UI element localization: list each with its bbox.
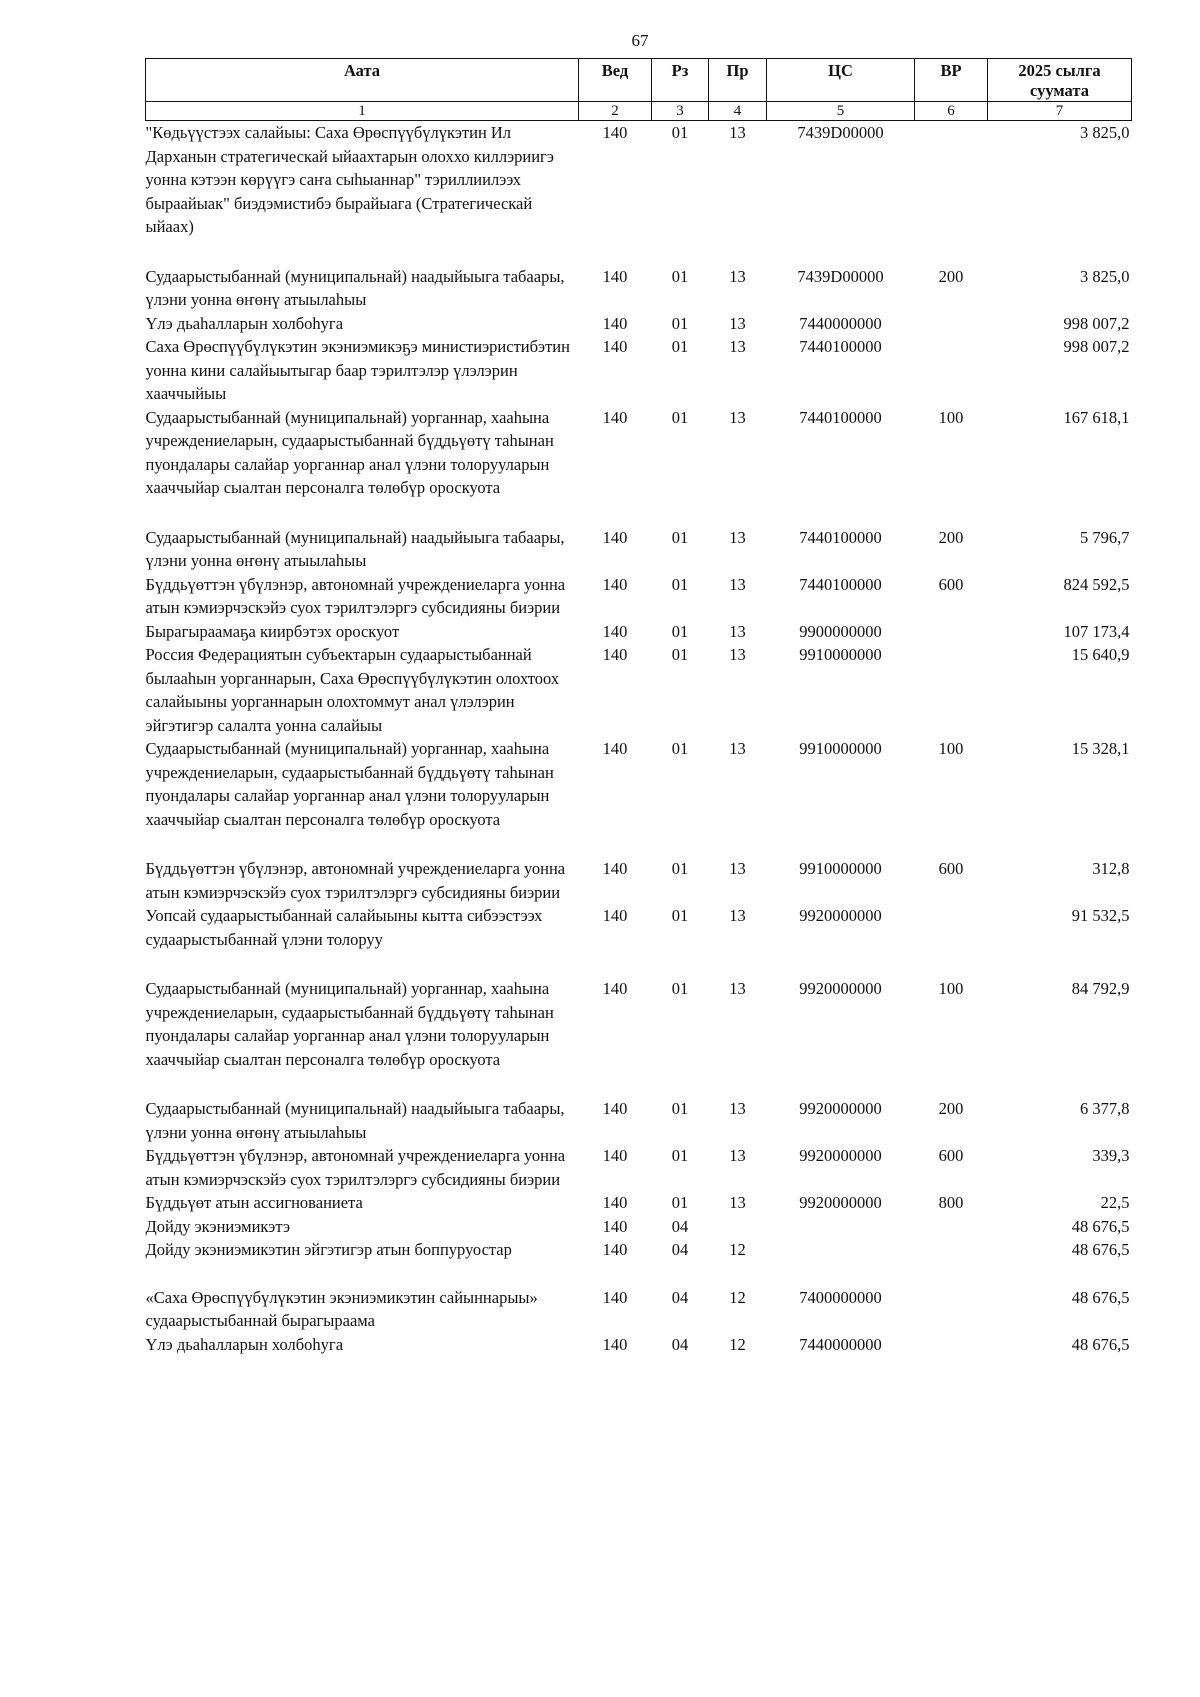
column-number: 4 <box>709 102 767 121</box>
table-row <box>146 335 1132 406</box>
row-cs: 9920000000 <box>799 906 882 925</box>
header-cs: ЦС <box>767 59 915 102</box>
row-cs: 9910000000 <box>799 645 882 664</box>
table-row <box>146 643 1132 737</box>
row-vr: 100 <box>938 407 964 427</box>
row-sum: 312,8 <box>1092 859 1130 878</box>
row-name: Судаарыстыбаннай (муниципальнай) наадыйыыга табаары, үлэни уонна өҥөнү атыылаһыы <box>145 527 565 570</box>
header-sum: 2025 сылга суумата <box>988 59 1132 102</box>
row-cs: 9920000000 <box>799 1099 882 1118</box>
row-ved: 140 <box>602 1334 628 1354</box>
row-vr <box>915 643 988 737</box>
row-name: Судаарыстыбаннай (муниципальнай) уорганнар, хааһына учреждениеларын, судаарыстыбаннай бүддьүөтү таһынан пуондалары салайар уорганнар анал үлэни толорууларын хааччыйар сыалтан персоналга төлөбүр ороскуота <box>145 739 554 829</box>
row-vr <box>915 1238 988 1286</box>
row-name: Бүддьүөттэн үбүлэнэр, автономнай учреждениеларга уонна атын кэмиэрчэскэйэ суох тэрилтэлэргэ субсидияны биэрии <box>145 1146 566 1189</box>
row-pr: 13 <box>729 739 746 758</box>
table-row <box>146 1215 1132 1239</box>
row-sum: 48 676,5 <box>1071 1216 1130 1236</box>
row-vr <box>915 904 988 977</box>
row-ved: 140 <box>602 574 628 594</box>
row-sum: 84 792,9 <box>1071 979 1130 998</box>
header-ved: Вед <box>579 59 652 102</box>
row-rz: 01 <box>671 337 689 356</box>
row-vr <box>915 335 988 406</box>
row-ved: 140 <box>602 1240 628 1259</box>
row-rz: 04 <box>671 1216 689 1236</box>
row-vr <box>915 1215 988 1239</box>
row-cs: 7440000000 <box>799 1334 882 1354</box>
row-name: Бүддьүөттэн үбүлэнэр, автономнай учреждениеларга уонна атын кэмиэрчэскэйэ суох тэрилтэлэргэ субсидияны биэрии <box>145 574 566 617</box>
row-vr: 800 <box>938 1193 964 1212</box>
row-vr: 100 <box>938 979 964 998</box>
row-rz: 04 <box>671 1287 689 1307</box>
row-rz: 01 <box>671 1193 689 1212</box>
row-name: Судаарыстыбаннай (муниципальнай) уорганнар, хааһына учреждениеларын, судаарыстыбаннай бүддьүөтү таһынан пуондалары салайар уорганнар анал үлэни толорууларын хааччыйар сыалтан персоналга төлөбүр ороскуота <box>145 979 554 1069</box>
header-vr: ВР <box>915 59 988 102</box>
table-row <box>146 977 1132 1097</box>
row-sum: 48 676,5 <box>1071 1334 1130 1354</box>
row-rz: 01 <box>671 859 689 878</box>
table-row <box>146 312 1132 336</box>
row-name: Үлэ дьаһалларын холбоһуга <box>145 313 344 333</box>
row-sum: 22,5 <box>1100 1193 1130 1212</box>
row-vr: 200 <box>938 266 964 286</box>
row-ved: 140 <box>602 1287 628 1307</box>
header-name: Аата <box>146 59 579 102</box>
row-rz: 01 <box>671 739 689 758</box>
row-sum: 3 825,0 <box>1080 123 1130 142</box>
budget-table <box>145 58 1132 1356</box>
row-ved: 140 <box>602 407 628 427</box>
row-pr: 13 <box>729 1193 746 1212</box>
row-pr: 12 <box>729 1240 746 1259</box>
row-cs: 7440000000 <box>799 313 882 333</box>
row-pr: 12 <box>729 1287 746 1307</box>
row-name: Үлэ дьаһалларын холбоһуга <box>145 1334 344 1354</box>
row-rz: 01 <box>671 266 689 286</box>
row-rz: 01 <box>671 407 689 427</box>
table-row <box>146 1286 1132 1333</box>
table-row <box>146 1238 1132 1286</box>
row-ved: 140 <box>602 1146 628 1165</box>
row-rz: 01 <box>671 527 689 547</box>
row-cs <box>767 1215 915 1239</box>
row-name: Россия Федерациятын субъектарын судаарыстыбаннай былааһын уорганнарын, Саха Өрөспүүбүлүкэтин олохтоох салайыыны уорганнарын олохтоммут анал үлэлэрин эйгэтигэр салалта уонна салайыы <box>145 645 560 735</box>
row-vr: 200 <box>938 1099 964 1118</box>
row-cs: 7440100000 <box>799 407 882 427</box>
row-vr: 200 <box>938 527 964 547</box>
row-rz: 01 <box>671 1146 689 1165</box>
row-sum: 167 618,1 <box>1063 407 1130 427</box>
row-ved: 140 <box>602 621 628 641</box>
row-pr: 13 <box>729 1099 746 1118</box>
row-pr: 13 <box>729 337 746 356</box>
row-vr: 600 <box>938 574 964 594</box>
row-vr <box>915 620 988 644</box>
row-sum: 107 173,4 <box>1063 621 1130 641</box>
column-number-row <box>146 102 1132 121</box>
header-rz: Рз <box>652 59 709 102</box>
column-number: 1 <box>146 102 579 121</box>
row-sum: 824 592,5 <box>1063 574 1130 594</box>
row-pr: 13 <box>729 859 746 878</box>
row-pr: 13 <box>729 266 746 286</box>
row-pr: 13 <box>729 979 746 998</box>
row-vr: 600 <box>938 1146 964 1165</box>
row-ved: 140 <box>602 979 628 998</box>
row-vr <box>915 121 988 265</box>
row-name: Судаарыстыбаннай (муниципальнай) наадыйыыга табаары, үлэни уонна өҥөнү атыылаһыы <box>145 1099 565 1142</box>
row-sum: 48 676,5 <box>1071 1240 1130 1259</box>
row-rz: 01 <box>671 906 689 925</box>
row-sum: 15 640,9 <box>1071 645 1130 664</box>
row-name: Дойду экэниэмикэтин эйгэтигэр атын боппуруостар <box>145 1240 512 1259</box>
row-name: Судаарыстыбаннай (муниципальнай) наадыйыыга табаары, үлэни уонна өҥөнү атыылаһыы <box>145 266 565 309</box>
row-cs: 7440100000 <box>799 337 882 356</box>
row-rz: 01 <box>671 1099 689 1118</box>
row-sum: 91 532,5 <box>1071 906 1130 925</box>
table-row <box>146 857 1132 904</box>
row-pr: 13 <box>729 621 746 641</box>
row-ved: 140 <box>602 739 628 758</box>
page-number: 67 <box>631 31 649 50</box>
table-row <box>146 573 1132 620</box>
row-ved: 140 <box>602 313 628 333</box>
row-ved: 140 <box>602 859 628 878</box>
row-pr <box>709 1215 767 1239</box>
row-rz: 01 <box>671 574 689 594</box>
row-ved: 140 <box>602 337 628 356</box>
row-vr <box>915 312 988 336</box>
row-pr: 13 <box>729 906 746 925</box>
row-pr: 13 <box>729 527 746 547</box>
row-cs: 7440100000 <box>799 574 882 594</box>
row-pr: 13 <box>729 313 746 333</box>
row-name: Уопсай судаарыстыбаннай салайыыны кытта сибээстээх судаарыстыбаннай үлэни толоруу <box>145 906 543 949</box>
row-vr <box>915 1333 988 1357</box>
row-sum: 5 796,7 <box>1080 527 1130 547</box>
row-name: Дойду экэниэмикэтэ <box>145 1216 291 1236</box>
row-name: Саха Өрөспүүбүлүкэтин экэниэмикэҕэ министиэристибэтин уонна кини салайыытыгар баар тэрилтэлэр үлэлэрин хааччыйыы <box>145 337 570 403</box>
table-row <box>146 406 1132 526</box>
row-sum: 998 007,2 <box>1063 313 1130 333</box>
row-vr: 100 <box>938 739 964 758</box>
row-cs: 7440100000 <box>799 527 882 547</box>
table-row <box>146 1191 1132 1215</box>
row-cs: 7439D00000 <box>797 266 884 286</box>
row-rz: 04 <box>671 1334 689 1354</box>
row-cs: 9910000000 <box>799 739 882 758</box>
row-name: Бүддьүөттэн үбүлэнэр, автономнай учреждениеларга уонна атын кэмиэрчэскэйэ суох тэрилтэлэргэ субсидияны биэрии <box>145 859 566 902</box>
row-cs: 9920000000 <box>799 1193 882 1212</box>
row-cs: 7439D00000 <box>797 123 884 142</box>
row-sum: 48 676,5 <box>1071 1287 1130 1307</box>
row-cs <box>767 1238 915 1286</box>
row-sum: 6 377,8 <box>1080 1099 1130 1118</box>
row-rz: 01 <box>671 621 689 641</box>
row-ved: 140 <box>602 645 628 664</box>
row-name: "Көдьүүстээх салайыы: Саха Өрөспүүбүлүкэтин Ил Дарханын стратегическай ыйаахтарын олоххо киллэриигэ уонна кэтээн көрүүгэ саҥа сыһыаннар" тэриллиилээх быраайыак" биэдэмистибэ бырайыага (Стратегическай ыйаах) <box>145 123 554 236</box>
row-rz: 01 <box>671 979 689 998</box>
table-row <box>146 265 1132 312</box>
row-ved: 140 <box>602 1193 628 1212</box>
row-name: «Саха Өрөспүүбүлүкэтин экэниэмикэтин сайыннарыы» судаарыстыбаннай бырагыраама <box>145 1287 538 1330</box>
row-vr <box>915 1286 988 1333</box>
row-name: Бүддьүөт атын ассигнованиета <box>145 1193 363 1212</box>
row-cs: 9910000000 <box>799 859 882 878</box>
row-sum: 339,3 <box>1092 1146 1130 1165</box>
row-ved: 140 <box>602 123 628 142</box>
table-row <box>146 526 1132 573</box>
row-pr: 13 <box>729 407 746 427</box>
row-name: Бырагыраамаҕа киирбэтэх ороскуот <box>145 621 400 641</box>
row-sum: 998 007,2 <box>1063 337 1130 356</box>
row-pr: 13 <box>729 123 746 142</box>
row-ved: 140 <box>602 266 628 286</box>
row-ved: 140 <box>602 1216 628 1236</box>
table-row <box>146 737 1132 857</box>
column-number: 3 <box>652 102 709 121</box>
row-sum: 3 825,0 <box>1080 266 1130 286</box>
row-cs: 9920000000 <box>799 979 882 998</box>
column-number: 5 <box>767 102 915 121</box>
row-rz: 01 <box>671 123 689 142</box>
column-number: 7 <box>988 102 1132 121</box>
header-pr: Пр <box>709 59 767 102</box>
row-cs: 9920000000 <box>799 1146 882 1165</box>
row-pr: 12 <box>729 1334 746 1354</box>
row-sum: 15 328,1 <box>1071 739 1130 758</box>
header-row <box>146 59 1132 102</box>
row-rz: 04 <box>671 1240 689 1259</box>
row-cs: 7400000000 <box>799 1287 882 1307</box>
column-number: 2 <box>579 102 652 121</box>
row-rz: 01 <box>671 313 689 333</box>
table-body <box>146 121 1132 1357</box>
row-cs: 9900000000 <box>799 621 882 641</box>
table-row <box>146 121 1132 265</box>
table-row <box>146 1333 1132 1357</box>
row-rz: 01 <box>671 645 689 664</box>
row-name: Судаарыстыбаннай (муниципальнай) уорганнар, хааһына учреждениеларын, судаарыстыбаннай бүддьүөтү таһынан пуондалары салайар уорганнар анал үлэни толорууларын хааччыйар сыалтан персоналга төлөбүр ороскуота <box>145 407 554 497</box>
table-row <box>146 620 1132 644</box>
row-ved: 140 <box>602 527 628 547</box>
table-row <box>146 1097 1132 1144</box>
table-row <box>146 904 1132 977</box>
row-vr: 600 <box>938 859 964 878</box>
row-pr: 13 <box>729 1146 746 1165</box>
row-ved: 140 <box>602 1099 628 1118</box>
row-ved: 140 <box>602 906 628 925</box>
row-pr: 13 <box>729 574 746 594</box>
table-row <box>146 1144 1132 1191</box>
row-pr: 13 <box>729 645 746 664</box>
column-number: 6 <box>915 102 988 121</box>
